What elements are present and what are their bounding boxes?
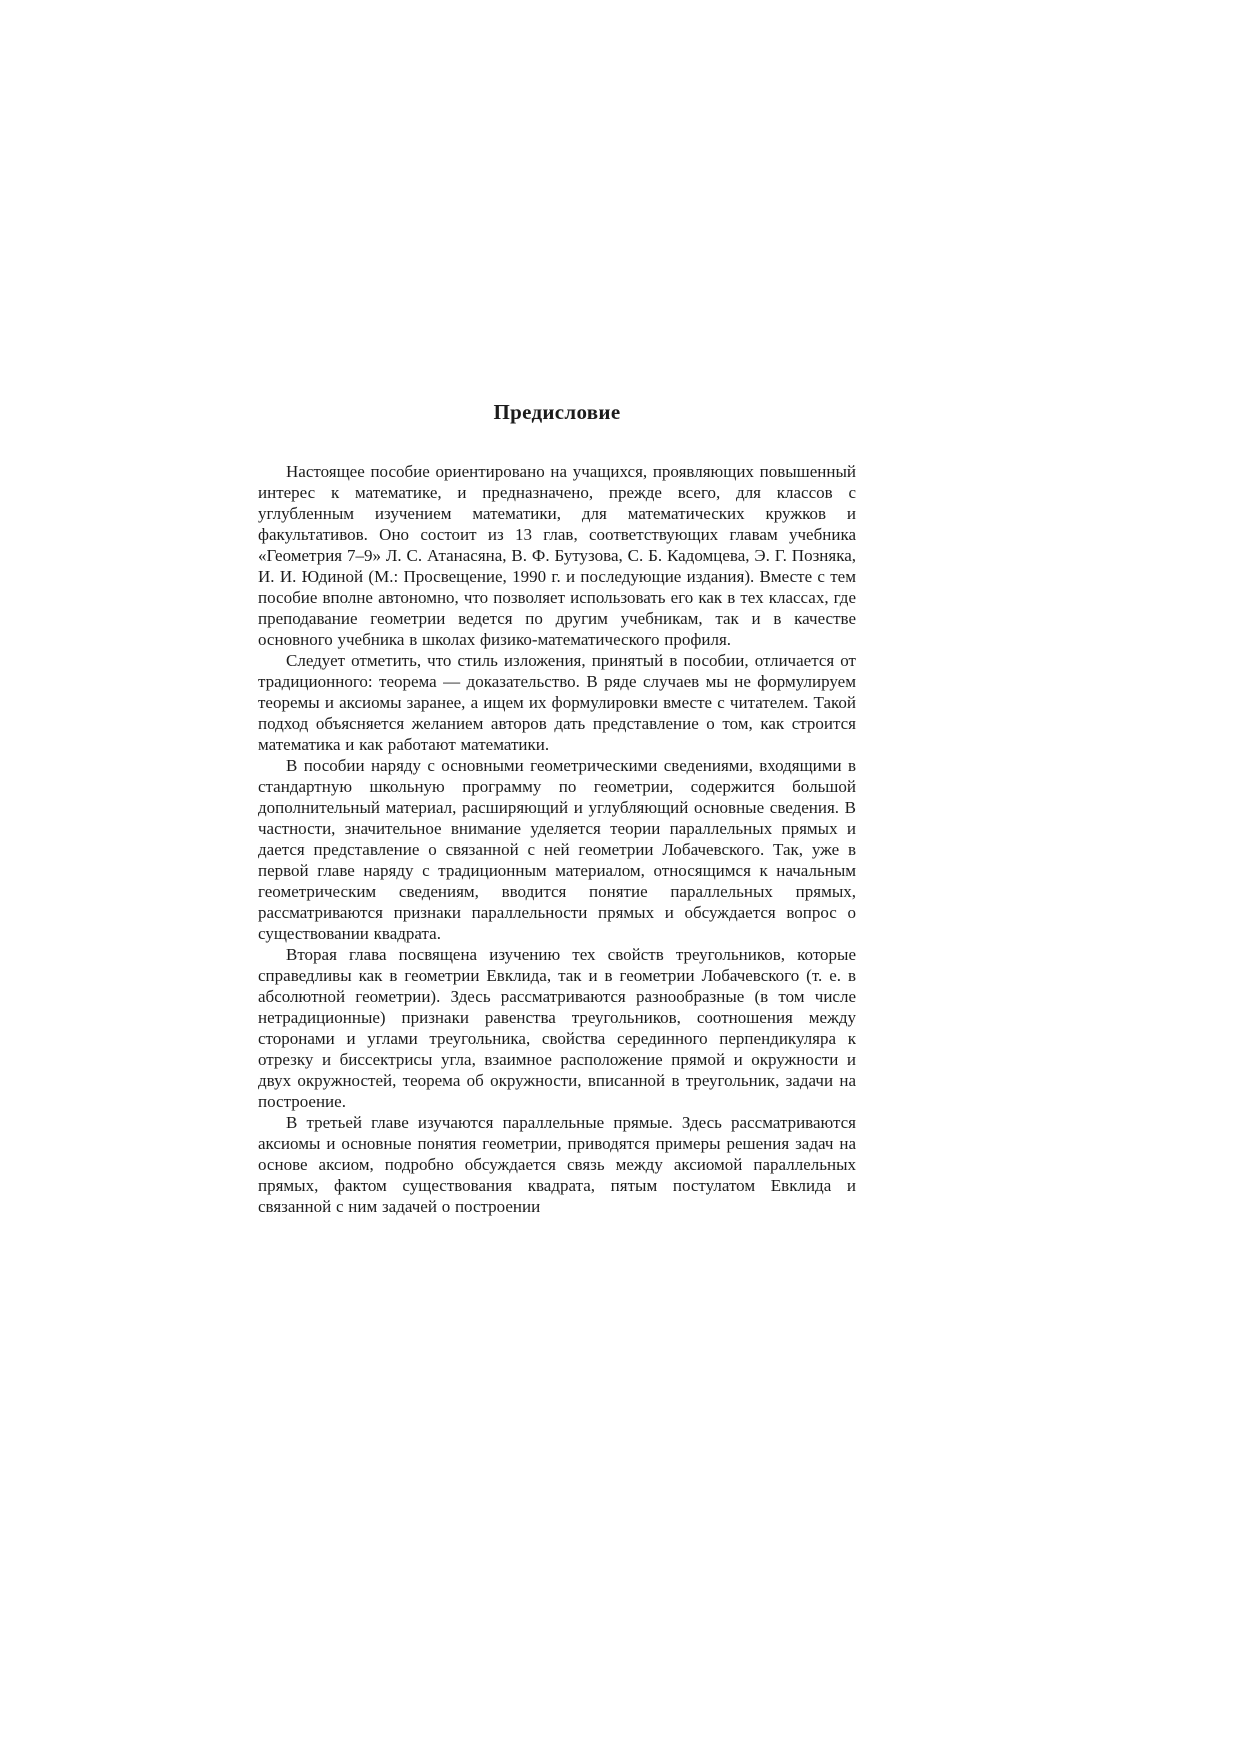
paragraph-1: Настоящее пособие ориентировано на учащихся, проявляющих повышенный интерес к математике, и предназначено, прежде всего, для классов с углубленным изучением математики, для математических кружков и факультативов. Оно состоит из 13 глав, соответствующих главам учебника «Геометрия 7–9» Л. С. Атанасяна, В. Ф. Бутузова, С. Б. Кадомцева, Э. Г. Позняка, И. И. Юдиной (М.: Просвещение, 1990 г. и последующие издания). Вместе с тем пособие вполне автономно, что позволяет использовать его как в тех классах, где преподавание геометрии ведется по другим учебникам, так и в качестве основного учебника в школах физико-математического профиля. [258,462,856,649]
page-content [258,400,856,1217]
chapter-title: Предисловие [493,400,621,424]
paragraph-2: Следует отметить, что стиль изложения, принятый в пособии, отличается от традиционного: теорема — доказательство. В ряде случаев мы не формулируем теоремы и аксиомы заранее, а ищем их формулировки вместе с читателем. Такой подход объясняется желанием авторов дать представление о том, как строится математика и как работают математики. [258,651,856,754]
paragraph-4: Вторая глава посвящена изучению тех свойств треугольников, которые справедливы как в геометрии Евклида, так и в геометрии Лобачевского (т. е. в абсолютной геометрии). Здесь рассматриваются разнообразные (в том числе нетрадиционные) признаки равенства треугольников, соотношения между сторонами и углами треугольника, свойства серединного перпендикуляра к отрезку и биссектрисы угла, взаимное расположение прямой и окружности и двух окружностей, теорема об окружности, вписанной в треугольник, задачи на построение. [258,945,856,1111]
paragraph-3: В пособии наряду с основными геометрическими сведениями, входящими в стандартную школьную программу по геометрии, содержится большой дополнительный материал, расширяющий и углубляющий основные сведения. В частности, значительное внимание уделяется теории параллельных прямых и дается представление о связанной с ней геометрии Лобачевского. Так, уже в первой главе наряду с традиционным материалом, относящимся к начальным геометрическим сведениям, вводится понятие параллельных прямых, рассматриваются признаки параллельности прямых и обсуждается вопрос о существовании квадрата. [258,756,856,943]
paragraph-5: В третьей главе изучаются параллельные прямые. Здесь рассматриваются аксиомы и основные понятия геометрии, приводятся примеры решения задач на основе аксиом, подробно обсуждается связь между аксиомой параллельных прямых, фактом существования квадрата, пятым постулатом Евклида и связанной с ним задачей о построении [258,1113,856,1216]
